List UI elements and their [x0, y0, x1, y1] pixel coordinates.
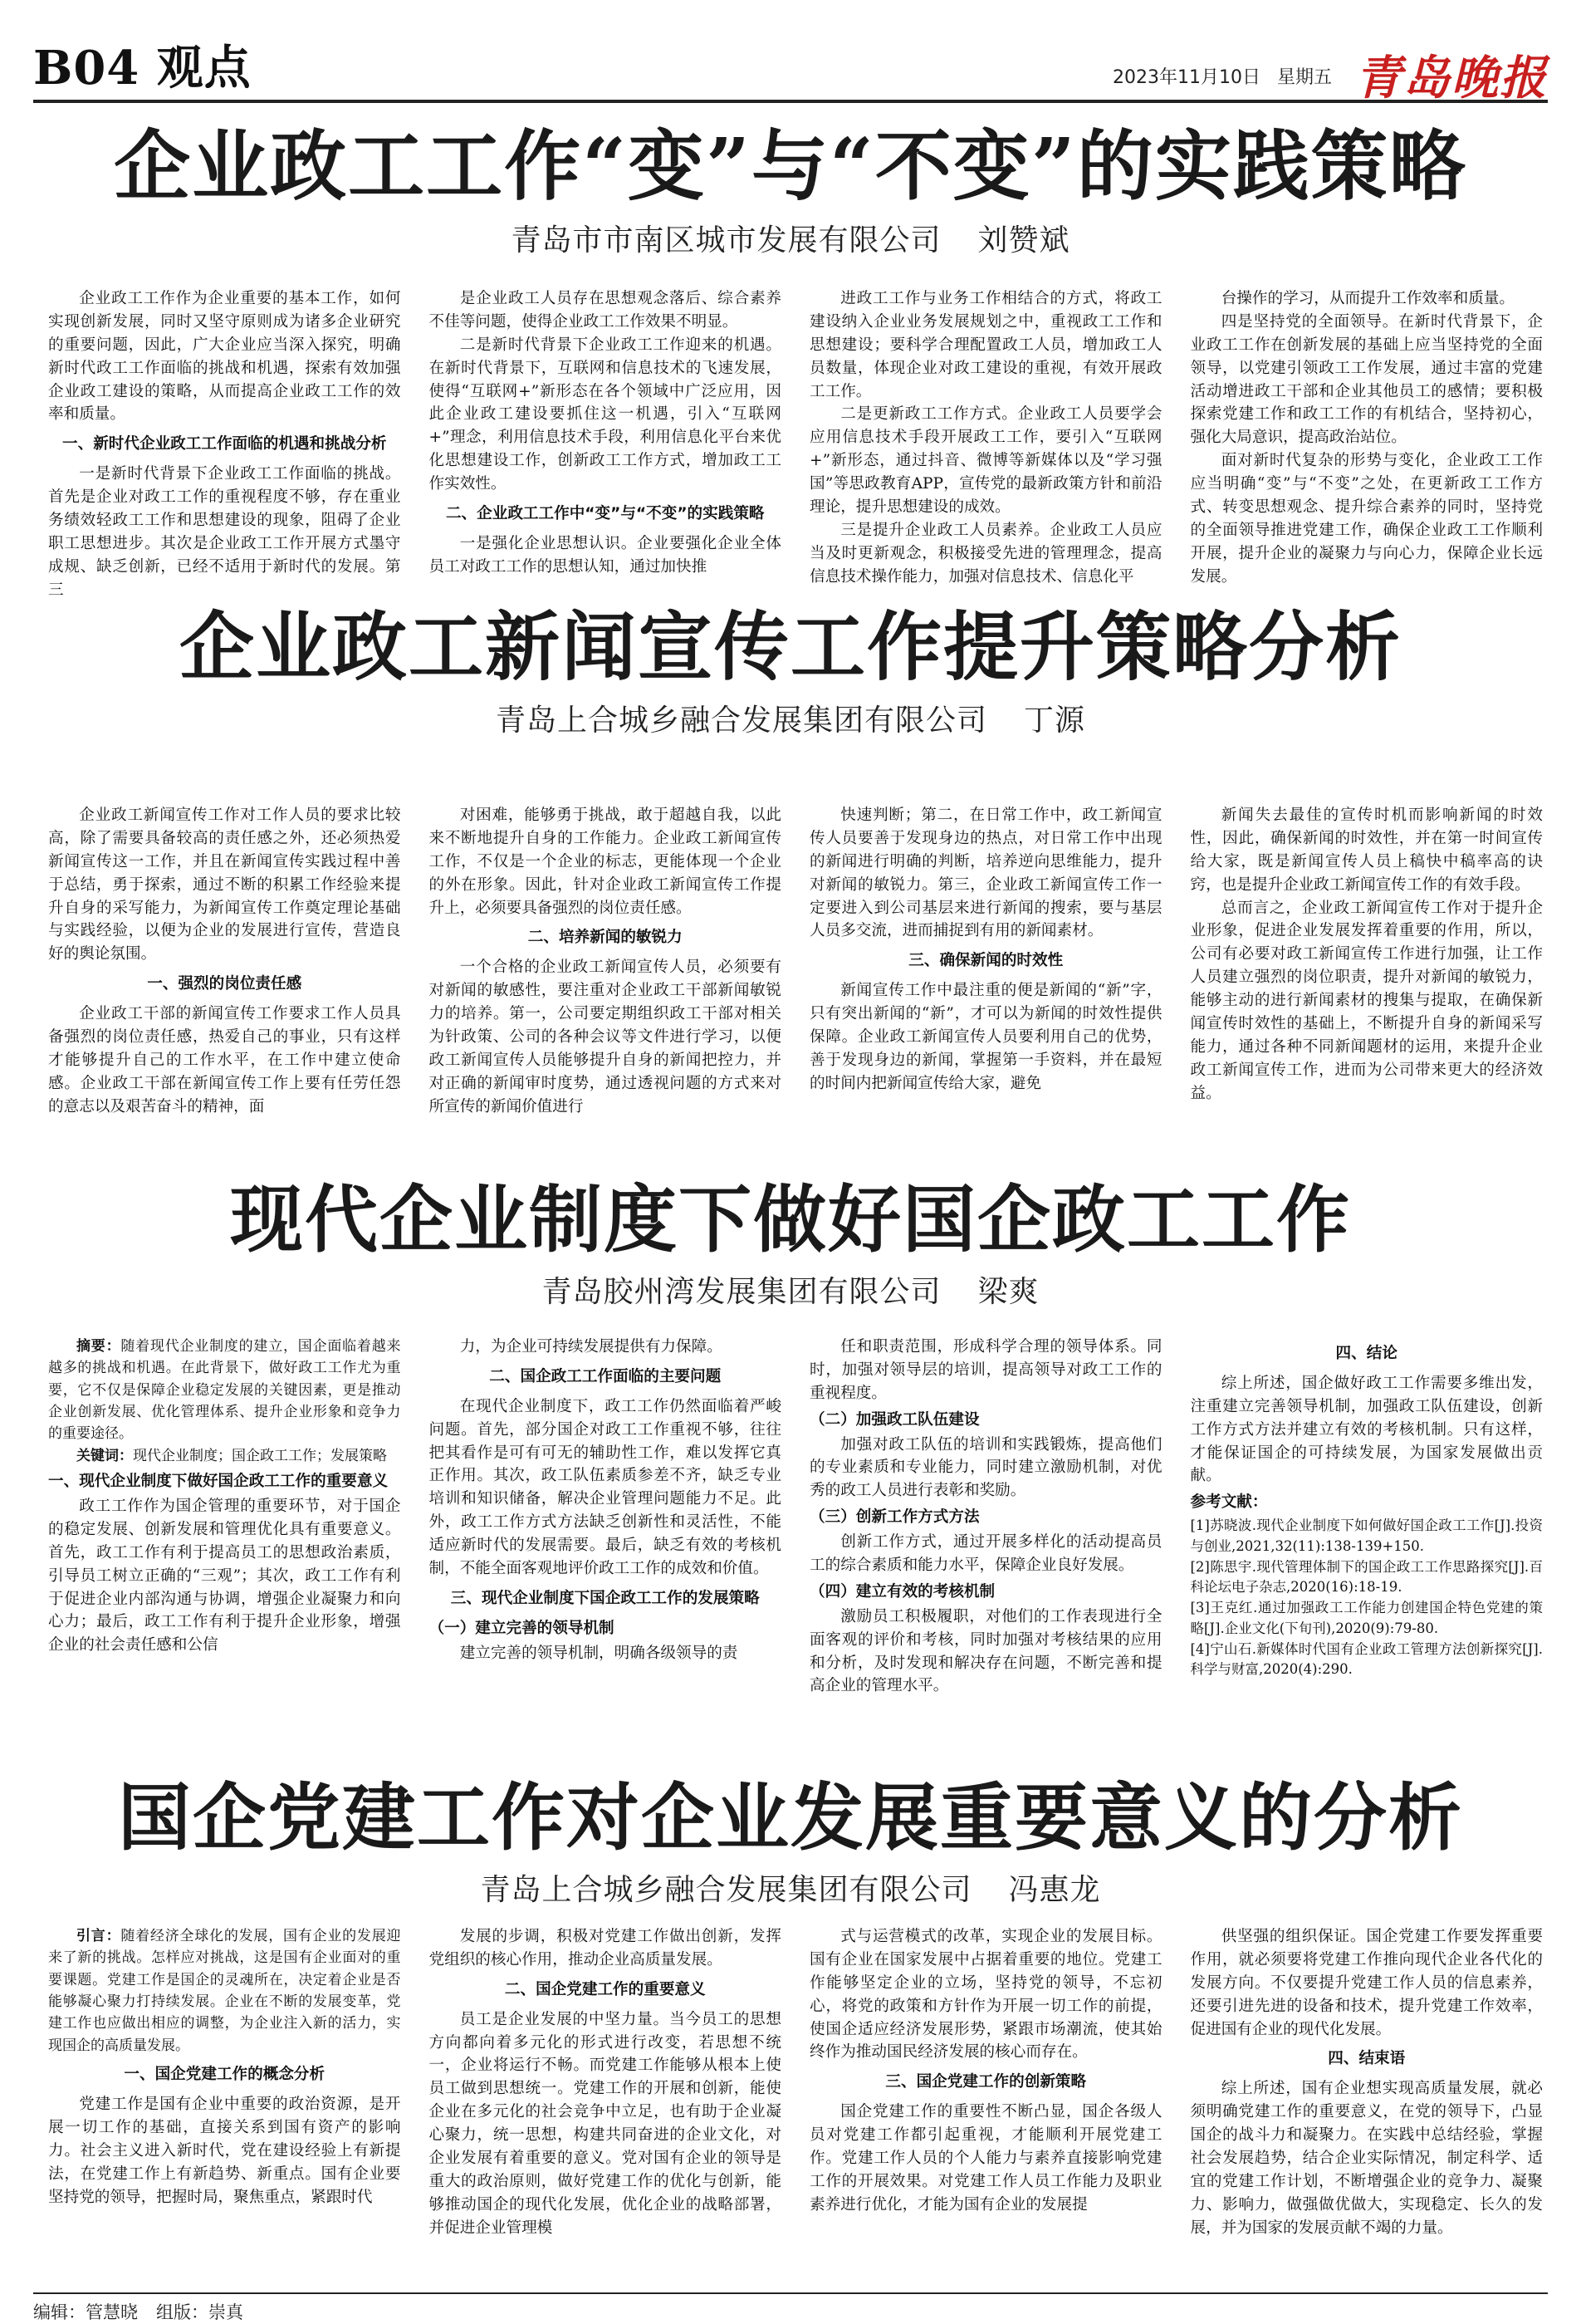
- body-paragraph: 面对新时代复杂的形势与变化，企业政工工作应当明确“变”与“不变”之处，在更新政工工作方式、转变思想观念、提升综合素养的同时，坚持党的全面领导推进党建工作，确保企业政工工作顺利开展，提升企业的凝聚力与向心力，保障企业长远发展。: [1190, 452, 1543, 586]
- body-paragraph: 台操作的学习，从而提升工作效率和质量。: [1221, 290, 1515, 307]
- byline-author: 刘赞斌: [977, 223, 1070, 258]
- subsection-heading: （二）加强政工队伍建设: [810, 1410, 980, 1429]
- subsection-heading: （一）建立完善的领导机制: [428, 1619, 614, 1637]
- body-paragraph: 企业政工工作作为企业重要的基本工作，如何实现创新发展，同时又坚守原则成为诸多企业研究的重要问题，因此，广大企业应当深入探究，明确新时代政工工作面临的挑战和机遇，探索有效加强企业政工建设的策略，从而提高企业政工工作的效率和质量。: [48, 290, 401, 424]
- body-paragraph: 二是更新政工工作方式。企业政工人员要学会应用信息技术手段开展政工工作，要引入“互联网+”新形态，通过抖音、微博等新媒体以及“学习强国”等思政教育APP，宣传党的最新政策方针和前沿理论，提升思想建设的成效。: [810, 405, 1162, 517]
- body-paragraph: 对困难，能够勇于挑战，敢于超越自我，以此来不断地提升自身的工作能力。企业政工新闻宣传工作，不仅是一个企业的标志，更能体现一个企业的外在形象。因此，针对企业政工新闻宣传工作提升上，必须要具备强烈的岗位责任感。: [428, 807, 781, 917]
- byline: [33, 1268, 1548, 1311]
- section-heading: 二、企业政工工作中“变”与“不变”的实践策略: [445, 505, 765, 523]
- article-body: [48, 287, 1543, 599]
- body-paragraph: 快速判断；第二，在日常工作中，政工新闻宣传人员要善于发现身边的热点，对日常工作中出现的新闻进行明确的判断，培养逆向思维能力，提升对新闻的敏锐力。第三，企业政工新闻宣传工作一定要进入到公司基层来进行新闻的搜索，要与基层人员多交流，进而捕捉到有用的新闻素材。: [810, 807, 1162, 940]
- article-body: [48, 804, 1543, 1136]
- page-footer: [33, 2292, 1548, 2324]
- section-heading: 三、国企党建工作的创新策略: [885, 2073, 1087, 2091]
- text-column: [48, 287, 401, 602]
- reference-item: [2]陈思宇.现代管理体制下的国企政工工作思路探究[J].百科论坛电子杂志,2020(16):18-19.: [1190, 1558, 1543, 1596]
- body-paragraph: 一个合格的企业政工新闻宣传人员，必须要有对新闻的敏感性，要注重对企业政工干部新闻敏锐力的培养。第一，公司要定期组织政工干部对相关为针政策、公司的各种会议等文件进行学习，以便政工新闻宣传人员能够提升自身的新闻把控力，并对正确的新闻审时度势，通过透视问题的方式来对所宣传的新闻价值进行: [428, 959, 781, 1115]
- text-column: [810, 287, 1162, 602]
- body-paragraph: 任和职责范围，形成科学合理的领导体系。同时，加强对领导层的培训，提高领导对政工工作的重视程度。: [810, 1338, 1162, 1402]
- body-paragraph: 新闻宣传工作中最注重的便是新闻的“新”字，只有突出新闻的“新”，才可以为新闻的时效性提供保障。企业政工新闻宣传人员要利用自己的优势，善于发现身边的新闻，掌握第一手资料，并在最短的时间内把新闻宣传给大家，避免: [810, 982, 1162, 1092]
- byline-org: 青岛上合城乡融合发展集团有限公司: [480, 1872, 972, 1907]
- reference-item: [4]宁山石.新媒体时代国有企业政工管理方法创新探究[J].科学与财富,2020(4):290.: [1190, 1640, 1543, 1678]
- article-body: [48, 1925, 1543, 2282]
- abstract-text: 现代企业制度；国企政工工作；发展策略: [133, 1447, 387, 1464]
- text-column: [1191, 1336, 1544, 1755]
- text-column: [810, 804, 1162, 1136]
- abstract-text: 随着经济全球化的发展，国有企业的发展迎来了新的挑战。怎样应对挑战，这是国有企业面对的重要课题。党建工作是国企的灵魂所在，决定着企业是否能够凝心聚力打持续发展。企业在不断的发展变革，党建工作也应做出相应的调整，为企业注入新的活力，实现国企的高质量发展。: [48, 1928, 401, 2054]
- abstract-paragraph: [48, 1925, 401, 2057]
- article-body: [48, 1336, 1543, 1755]
- text-column: [429, 1336, 782, 1755]
- text-column: [810, 1336, 1162, 1755]
- body-paragraph: 创新工作方式，通过开展多样化的活动提高员工的综合素质和能力水平，保障企业良好发展。: [810, 1533, 1162, 1575]
- body-paragraph: 一是强化企业思想认识。企业要强化企业全体员工对政工工作的思想认知，通过加快推: [428, 534, 781, 576]
- body-paragraph: 激励员工积极履职，对他们的工作表现进行全面客观的评价和考核，同时加强对考核结果的应用和分析，及时发现和解决存在问题，不断完善和提高企业的管理水平。: [810, 1607, 1162, 1695]
- designer-credit: 组版：崇真: [156, 2302, 243, 2322]
- body-paragraph: 国企党建工作的重要性不断凸显，国企各级人员对党建工作都引起重视，才能顺利开展党建工作。党建工作人员的个人能力与素养直接影响党建工作的开展效果。对党建工作人员工作能力及职业素养进行优化，才能为国有企业的发展提: [810, 2103, 1162, 2214]
- subsection-heading: （四）建立有效的考核机制: [810, 1582, 996, 1601]
- body-paragraph: 三是提升企业政工人员素养。企业政工人员应当及时更新观念，积极接受先进的管理理念，提高信息技术操作能力，加强对信息技术、信息化平: [810, 521, 1162, 586]
- section-heading: 二、国企政工工作面临的主要问题: [489, 1367, 722, 1385]
- abstract-text: 随着现代企业制度的建立，国企面临着越来越多的挑战和机遇。在此背景下，做好政工工作尤为重要，它不仅是保障企业稳定发展的关键因素，更是推动企业创新发展、优化管理体系、提升企业形象和竞争力的重要途径。: [48, 1338, 401, 1443]
- section-heading: 三、确保新闻的时效性: [908, 952, 1064, 970]
- byline-author: 梁爽: [977, 1274, 1040, 1309]
- body-paragraph: 式与运营模式的改革，实现企业的发展目标。国有企业在国家发展中占据着重要的地位。党建工作能够坚定企业的立场，坚持党的领导，不忘初心，将党的政策和方针作为开展一切工作的前提，使国企适应经济发展形势，紧跟市场潮流，使其始终作为推动国民经济发展的核心而存在。: [810, 1928, 1162, 2062]
- section-heading: 二、国企党建工作的重要意义: [504, 1980, 706, 1998]
- reference-item: [1]苏晓波.现代企业制度下如何做好国企政工工作[J].投资与创业,2021,32(11):138-139+150.: [1190, 1517, 1543, 1554]
- article-title: 现代企业制度下做好国企政工工作: [229, 1176, 1351, 1263]
- text-column: [1191, 804, 1544, 1136]
- section-heading: 二、培养新闻的敏锐力: [527, 929, 683, 947]
- page-code: B04 观点: [33, 41, 252, 96]
- editor-credit: 编辑：管慧晓: [33, 2302, 138, 2322]
- section-heading: 一、强烈的岗位责任感: [147, 975, 302, 993]
- text-column: [1191, 1925, 1544, 2282]
- article-title: 国企党建工作对企业发展重要意义的分析: [117, 1774, 1463, 1861]
- text-column: [429, 1925, 782, 2282]
- body-paragraph: 供坚强的组织保证。国企党建工作要发挥重要作用，就必须要将党建工作推向现代企业各代化的发展方向。不仅要提升党建工作人员的信息素养，还要引进先进的设备和技术，提升党建工作效率，促进国有企业的现代化发展。: [1190, 1928, 1543, 2038]
- article-title: 企业政工新闻宣传工作提升策略分析: [179, 603, 1402, 691]
- issue-date: 2023年11月10日: [1113, 67, 1260, 88]
- date-line: [1096, 63, 1332, 89]
- abstract-label: 引言：: [76, 1928, 121, 1944]
- body-paragraph: 总而言之，企业政工新闻宣传工作对于提升企业形象，促进企业发展发挥着重要的作用，所以，公司有必要对政工新闻宣传工作进行加强，让工作人员建立强烈的岗位职责，提升对新闻的敏锐力，能够主动的进行新闻素材的搜集与提取，在确保新闻宣传时效性的基础上，不断提升自身的新闻采写能力，通过各种不同新闻题材的运用，来提升企业政工新闻宣传工作，进而为公司带来更大的经济效益。: [1190, 899, 1543, 1102]
- body-paragraph: 政工工作作为国企管理的重要环节，对于国企的稳定发展、创新发展和管理优化具有重要意义。首先，政工工作有利于提高员工的思想政治素质，引导员工树立正确的“三观”；其次，政工工作有利于促进企业内部沟通与协调，增强企业凝聚力和向心力；最后，政工工作有利于提升企业形象，增强企业的社会责任感和公信: [48, 1497, 401, 1655]
- text-column: [48, 804, 401, 1136]
- section-heading: 一、国企党建工作的概念分析: [124, 2066, 326, 2084]
- body-paragraph: 综上所述，国有企业想实现高质量发展，就必须明确党建工作的重要意义，在党的领导下，凸显国企的战斗力和凝聚力。在实践中总结经验，掌握社会发展趋势，结合企业实际情况，制定科学、适宜的党建工作计划，不断增强企业的竞争力、凝聚力、影响力，做强做优做大，实现稳定、长久的发展，并为国家的发展贡献不竭的力量。: [1190, 2080, 1543, 2237]
- body-paragraph: 党建工作是国有企业中重要的政治资源，是开展一切工作的基础，直接关系到国有资产的影响力。社会主义进入新时代，党在建设经验上有新提法，在党建工作上有新趋势、新重点。国有企业要坚持党的领导，把握时局，聚焦重点，紧跟时代: [48, 2095, 401, 2206]
- body-paragraph: 是企业政工人员存在思想观念落后、综合素养不佳等问题，使得企业政工工作效果不明显。: [428, 290, 781, 331]
- body-paragraph: 进政工工作与业务工作相结合的方式，将政工建设纳入企业业务发展规划之中，重视政工工作和思想建设；要科学合理配置政工人员，增加政工人员数量，体现企业对政工建设的重视，有效开展政工工作。: [810, 290, 1162, 400]
- byline-org: 青岛市市南区城市发展有限公司: [511, 223, 942, 258]
- byline: [33, 1866, 1548, 1909]
- body-paragraph: 企业政工新闻宣传工作对工作人员的要求比较高，除了需要具备较高的责任感之外，还必须热爱新闻宣传这一工作，并且在新闻宣传实践过程中善于总结，勇于探索，通过不断的积累工作经验来提升自身的采写能力，为新闻宣传工作奠定理论基础与实践经验，以便为企业的发展进行宣传，营造良好的舆论氛围。: [48, 807, 401, 963]
- body-paragraph: 发展的步调，积极对党建工作做出创新，发挥党组织的核心作用，推动企业高质量发展。: [428, 1928, 781, 1969]
- byline: [33, 217, 1548, 259]
- byline-author: 冯惠龙: [1008, 1872, 1101, 1907]
- body-paragraph: 四是坚持党的全面领导。在新时代背景下，企业政工工作在创新发展的基础上应当坚持党的全面领导，以党建引领政工工作发展，通过丰富的党建活动增进政工干部和企业其他员工的感情；要积极探索党建工作和政工工作的有机结合，坚持初心，强化大局意识，提高政治站位。: [1190, 312, 1543, 447]
- article-1: [33, 121, 1548, 259]
- newspaper-logo: 青岛晚报: [1355, 51, 1548, 105]
- body-paragraph: 综上所述，国企做好政工工作需要多维出发，注重建立完善领导机制，加强政工队伍建设，创新工作方式方法并建立有效的考核机制。只有这样，才能保证国企的可持续发展，为国家发展做出贡献。: [1190, 1374, 1543, 1485]
- body-paragraph: 在现代企业制度下，政工工作仍然面临着严峻问题。首先，部分国企对政工工作重视不够，往往把其看作是可有可无的辅助性工作，难以发挥它真正作用。其次，政工队伍素质参差不齐，缺乏专业培训和知识储备，解决企业管理问题能力不足。此外，政工工作方式方法缺乏创新性和灵活性，不能适应新时代的发展需要。最后，缺乏有效的考核机制，不能全面客观地评价政工工作的成效和价值。: [428, 1397, 781, 1578]
- body-paragraph: 加强对政工队伍的培训和实践锻炼，提高他们的专业素质和专业能力，同时建立激励机制，对优秀的政工人员进行表彰和奖励。: [810, 1435, 1162, 1500]
- subsection-heading: （三）创新工作方式方法: [810, 1508, 980, 1527]
- body-paragraph: 员工是企业发展的中坚力量。当今员工的思想方向都向着多元化的形式进行改变，若思想不统一，企业将运行不畅。而党建工作能够从根本上使员工做到思想统一。党建工作的开展和创新，能使企业在多元化的社会竞争中立足，也有助于企业凝心聚力，统一思想，构建共同奋进的企业文化，对企业发展有着重要的意义。党对国有企业的领导是重大的政治原则，做好党建工作的优化与创新，能够推动国企的现代化发展，优化企业的战略部署，并促进企业管理模: [428, 2010, 781, 2237]
- section-heading: 四、结束语: [1328, 2050, 1406, 2068]
- text-column: [1191, 287, 1544, 602]
- article-title: 企业政工工作“变”与“不变”的实践策略: [114, 121, 1467, 211]
- abstract-paragraph: [48, 1336, 401, 1445]
- body-paragraph: 企业政工干部的新闻宣传工作要求工作人员具备强烈的岗位责任感，热爱自己的事业，只有这样才能够提升自己的工作水平，在工作中建立使命感。企业政工干部在新闻宣传工作上要有任劳任怨的意志以及艰苦奋斗的精神，面: [48, 1005, 401, 1115]
- subsection-heading: 参考文献：: [1190, 1493, 1268, 1512]
- body-paragraph: 新闻失去最佳的宣传时机而影响新闻的时效性，因此，确保新闻的时效性，并在第一时间宣传给大家，既是新闻宣传人员上稿快中稿率高的诀窍，也是提升企业政工新闻宣传工作的有效手段。: [1190, 807, 1543, 894]
- body-paragraph: 二是新时代背景下企业政工工作迎来的机遇。在新时代背景下，互联网和信息技术的飞速发展，使得“互联网+”新形态在各个领域中广泛应用，因此企业政工建设要抓住这一机遇，引入“互联网+”理念，利用信息技术手段，利用信息化平台来优化思想建设工作，创新政工工作方式，增加政工工作实效性。: [428, 336, 781, 493]
- subsection-heading: 一、现代企业制度下做好国企政工工作的重要意义: [48, 1473, 389, 1491]
- article-4: [33, 1774, 1548, 1909]
- article-2: [33, 603, 1548, 739]
- masthead: [33, 23, 1548, 103]
- article-3: [33, 1176, 1548, 1311]
- abstract-label: 关键词：: [76, 1447, 133, 1464]
- byline-org: 青岛胶州湾发展集团有限公司: [541, 1274, 942, 1309]
- abstract-paragraph: [48, 1445, 401, 1467]
- text-column: [48, 1925, 401, 2282]
- section-heading: 一、新时代企业政工工作面临的机遇和挑战分析: [62, 435, 387, 454]
- text-column: [48, 1336, 401, 1755]
- reference-item: [3]王克红.通过加强政工工作能力创建国企特色党建的策略[J].企业文化(下旬刊),2020(9):79-80.: [1190, 1600, 1543, 1636]
- text-column: [429, 287, 782, 602]
- issue-weekday: 星期五: [1276, 67, 1332, 88]
- body-paragraph: 力，为企业可持续发展提供有力保障。: [459, 1338, 722, 1356]
- text-column: [429, 804, 782, 1136]
- section-heading: 四、结论: [1335, 1345, 1397, 1362]
- byline-org: 青岛上合城乡融合发展集团有限公司: [495, 704, 987, 738]
- abstract-label: 摘要：: [76, 1338, 121, 1355]
- byline-author: 丁源: [1024, 704, 1086, 738]
- body-paragraph: 一是新时代背景下企业政工工作面临的挑战。首先是企业对政工工作的重视程度不够，存在重业务绩效轻政工工作和思想建设的现象，阻碍了企业职工思想进步。其次是企业政工工作开展方式墨守成规、缺乏创新，已经不适用于新时代的发展。第三: [48, 465, 401, 599]
- byline: [33, 697, 1548, 739]
- section-heading: 三、现代企业制度下国企政工工作的发展策略: [450, 1589, 760, 1607]
- text-column: [810, 1925, 1162, 2282]
- body-paragraph: 建立完善的领导机制，明确各级领导的责: [459, 1644, 738, 1662]
